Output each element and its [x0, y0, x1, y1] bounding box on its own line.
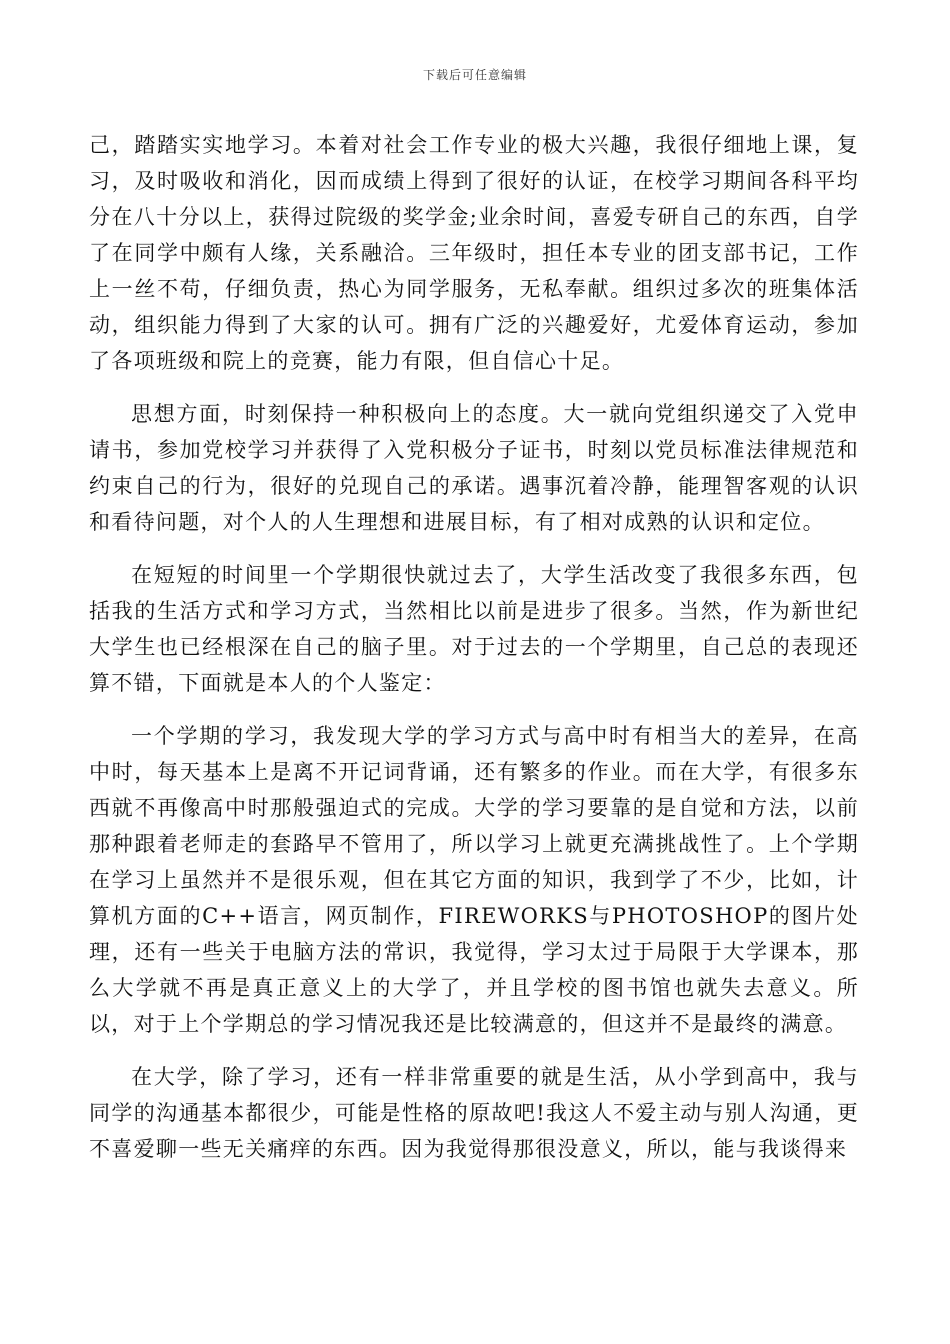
paragraph-semester-intro: 在短短的时间里一个学期很快就过去了，大学生活改变了我很多东西，包括我的生活方式和学习方式，当然相比以前是进步了很多。当然，作为新世纪大学生也已经根深在自己的脑子里。对于过去的一个学期里，自己总的表现还算不错，下面就是本人的个人鉴定： — [89, 563, 859, 695]
page-header: 下载后可任意编辑 — [422, 68, 527, 82]
paragraph-ideology: 思想方面，时刻保持一种积极向上的态度。大一就向党组织递交了入党申请书，参加党校学习并获得了入党积极分子证书，时刻以党员标准法律规范和约束自己的行为，很好的兑现自己的承诺。遇事沉着冷静，能理智客观的认识和看待问题，对个人的人生理想和进展目标，有了相对成熟的认识和定位。 — [89, 402, 859, 534]
paragraph-study: 一个学期的学习，我发现大学的学习方式与高中时有相当大的差异，在高中时，每天基本上是离不开记词背诵，还有繁多的作业。而在大学，有很多东西就不再像高中时那般强迫式的完成。大学的学习要靠的是自觉和方法，以前那种跟着老师走的套路早不管用了，所以学习上就更充满挑战性了。上个学期在学习上虽然并不是很乐观，但在其它方面的知识，我到学了不少，比如，计算机方面的C++语言，网页制作，FIREWORKS与PHOTOSHOP的图片处理，还有一些关于电脑方法的常识，我觉得，学习太过于局限于大学课本，那么大学就不再是真正意义上的大学了，并且学校的图书馆也就失去意义。所以，对于上个学期总的学习情况我还是比较满意的，但这并不是最终的满意。 — [89, 724, 859, 1036]
document-body — [89, 127, 859, 1167]
paragraph-continuation: 己，踏踏实实地学习。本着对社会工作专业的极大兴趣，我很仔细地上课，复习，及时吸收和消化，因而成绩上得到了很好的认证，在校学习期间各科平均分在八十分以上，获得过院级的奖学金;业余时间，喜爱专研自己的东西，自学了在同学中颇有人缘，关系融洽。三年级时，担任本专业的团支部书记，工作上一丝不苟，仔细负责，热心为同学服务，无私奉献。组织过多次的班集体活动，组织能力得到了大家的认可。拥有广泛的兴趣爱好，尤爱体育运动，参加了各项班级和院上的竞赛，能力有限，但自信心十足。 — [89, 133, 859, 373]
paragraph-life: 在大学，除了学习，还有一样非常重要的就是生活，从小学到高中，我与同学的沟通基本都很少，可能是性格的原故吧!我这人不爱主动与别人沟通，更不喜爱聊一些无关痛痒的东西。因为我觉得那很没意义，所以，能与我谈得来 — [89, 1065, 859, 1161]
